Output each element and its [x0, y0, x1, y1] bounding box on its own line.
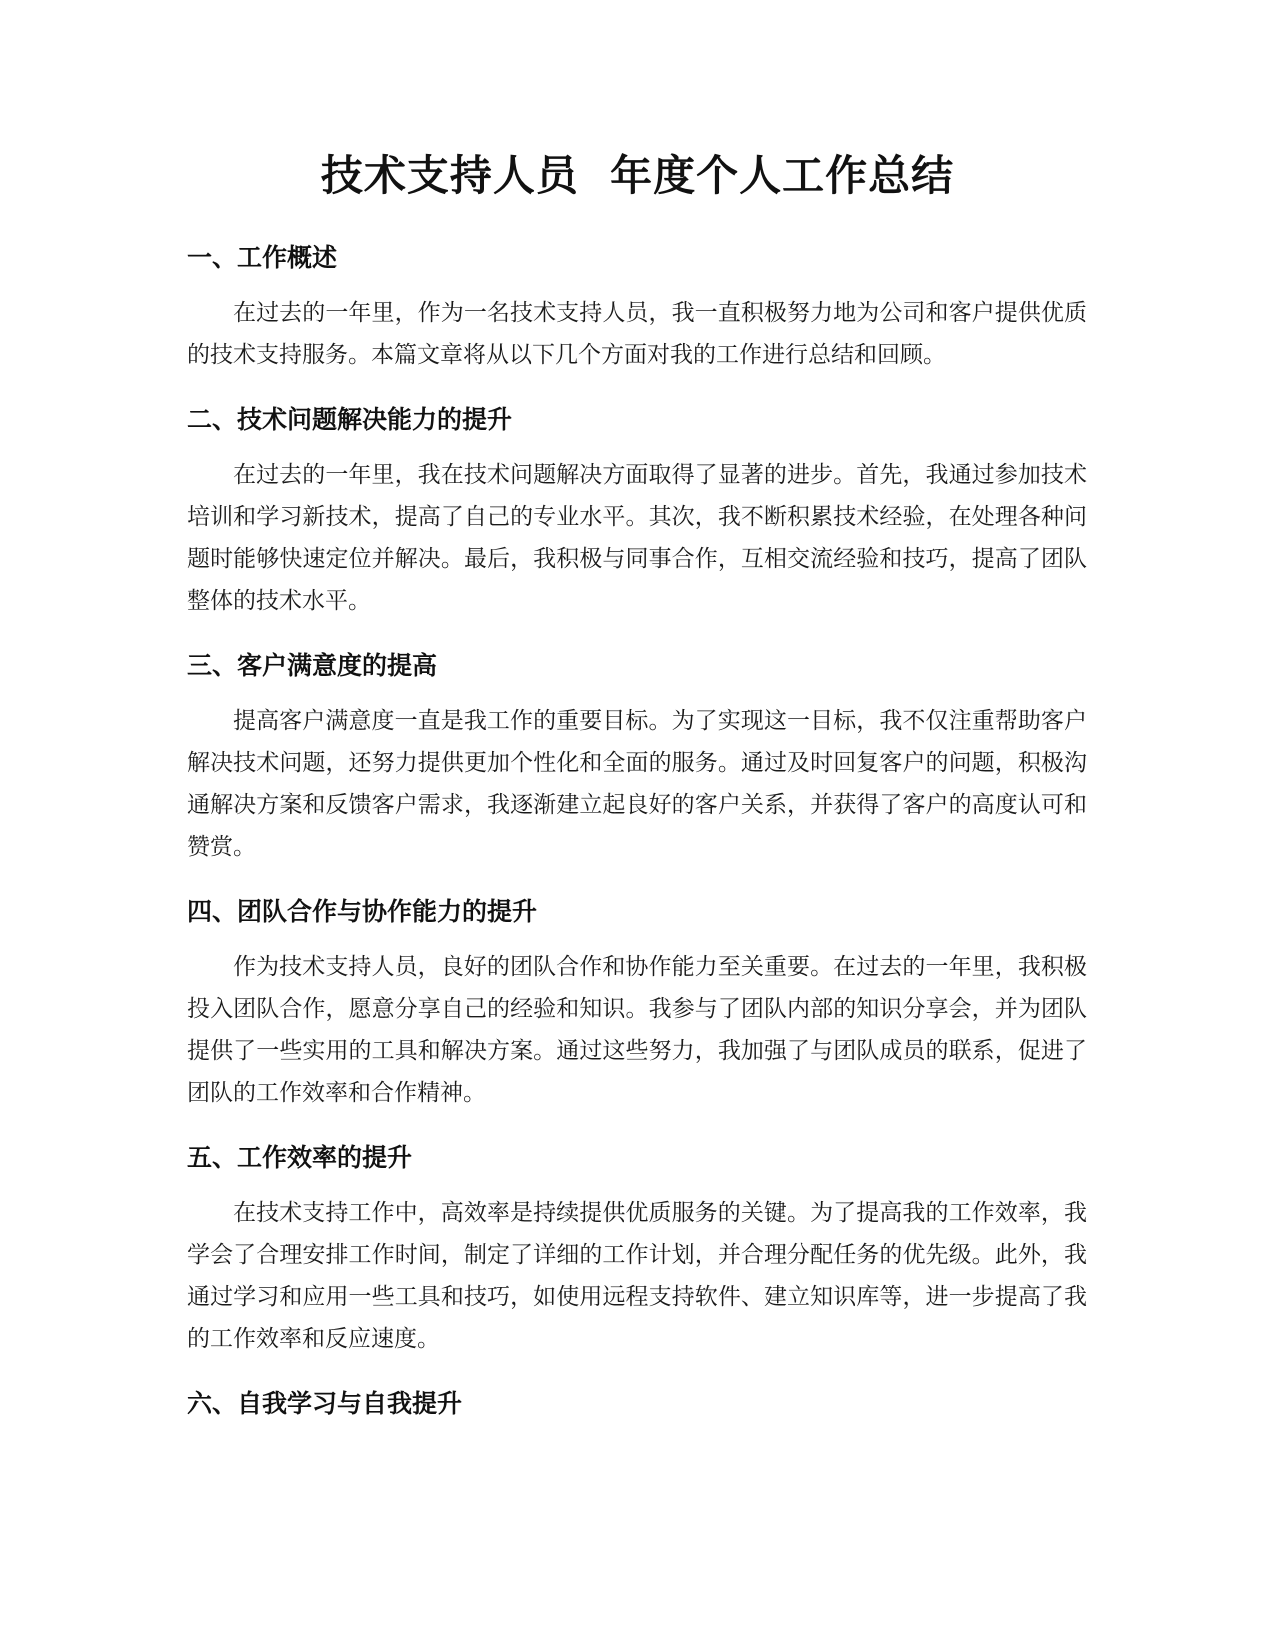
section-paragraph: 在技术支持工作中，高效率是持续提供优质服务的关键。为了提高我的工作效率，我学会了合理安排工作时间，制定了详细的工作计划，并合理分配任务的优先级。此外，我通过学习和应用一些工具和技巧，如使用远程支持软件、建立知识库等，进一步提高了我的工作效率和反应速度。 [187, 1200, 1087, 1352]
section-paragraph: 作为技术支持人员，良好的团队合作和协作能力至关重要。在过去的一年里，我积极投入团队合作，愿意分享自己的经验和知识。我参与了团队内部的知识分享会，并为团队提供了一些实用的工具和解决方案。通过这些努力，我加强了与团队成员的联系，促进了团队的工作效率和合作精神。 [187, 954, 1087, 1106]
document-content [187, 240, 1087, 1438]
section-heading: 三、客户满意度的提高 [187, 651, 438, 680]
section-paragraph: 在过去的一年里，作为一名技术支持人员，我一直积极努力地为公司和客户提供优质的技术支持服务。本篇文章将从以下几个方面对我的工作进行总结和回顾。 [187, 300, 1087, 368]
section-efficiency [187, 1140, 1087, 1360]
section-overview [187, 240, 1087, 376]
section-heading: 五、工作效率的提升 [187, 1143, 413, 1172]
section-paragraph: 在过去的一年里，我在技术问题解决方面取得了显著的进步。首先，我通过参加技术培训和学习新技术，提高了自己的专业水平。其次，我不断积累技术经验，在处理各种问题时能够快速定位并解决。最后，我积极与同事合作，互相交流经验和技巧，提高了团队整体的技术水平。 [187, 462, 1087, 614]
section-heading: 一、工作概述 [187, 243, 338, 272]
section-paragraph: 提高客户满意度一直是我工作的重要目标。为了实现这一目标，我不仅注重帮助客户解决技术问题，还努力提供更加个性化和全面的服务。通过及时回复客户的问题，积极沟通解决方案和反馈客户需求，我逐渐建立起良好的客户关系，并获得了客户的高度认可和赞赏。 [187, 708, 1087, 860]
section-customer-satisfaction [187, 648, 1087, 868]
section-heading: 四、团队合作与协作能力的提升 [187, 897, 538, 926]
section-problem-solving [187, 402, 1087, 622]
section-heading: 六、自我学习与自我提升 [187, 1389, 463, 1418]
section-heading: 二、技术问题解决能力的提升 [187, 405, 513, 434]
section-teamwork [187, 894, 1087, 1114]
section-self-learning [187, 1386, 1087, 1422]
document-title: 技术支持人员 年度个人工作总结 [320, 151, 955, 200]
